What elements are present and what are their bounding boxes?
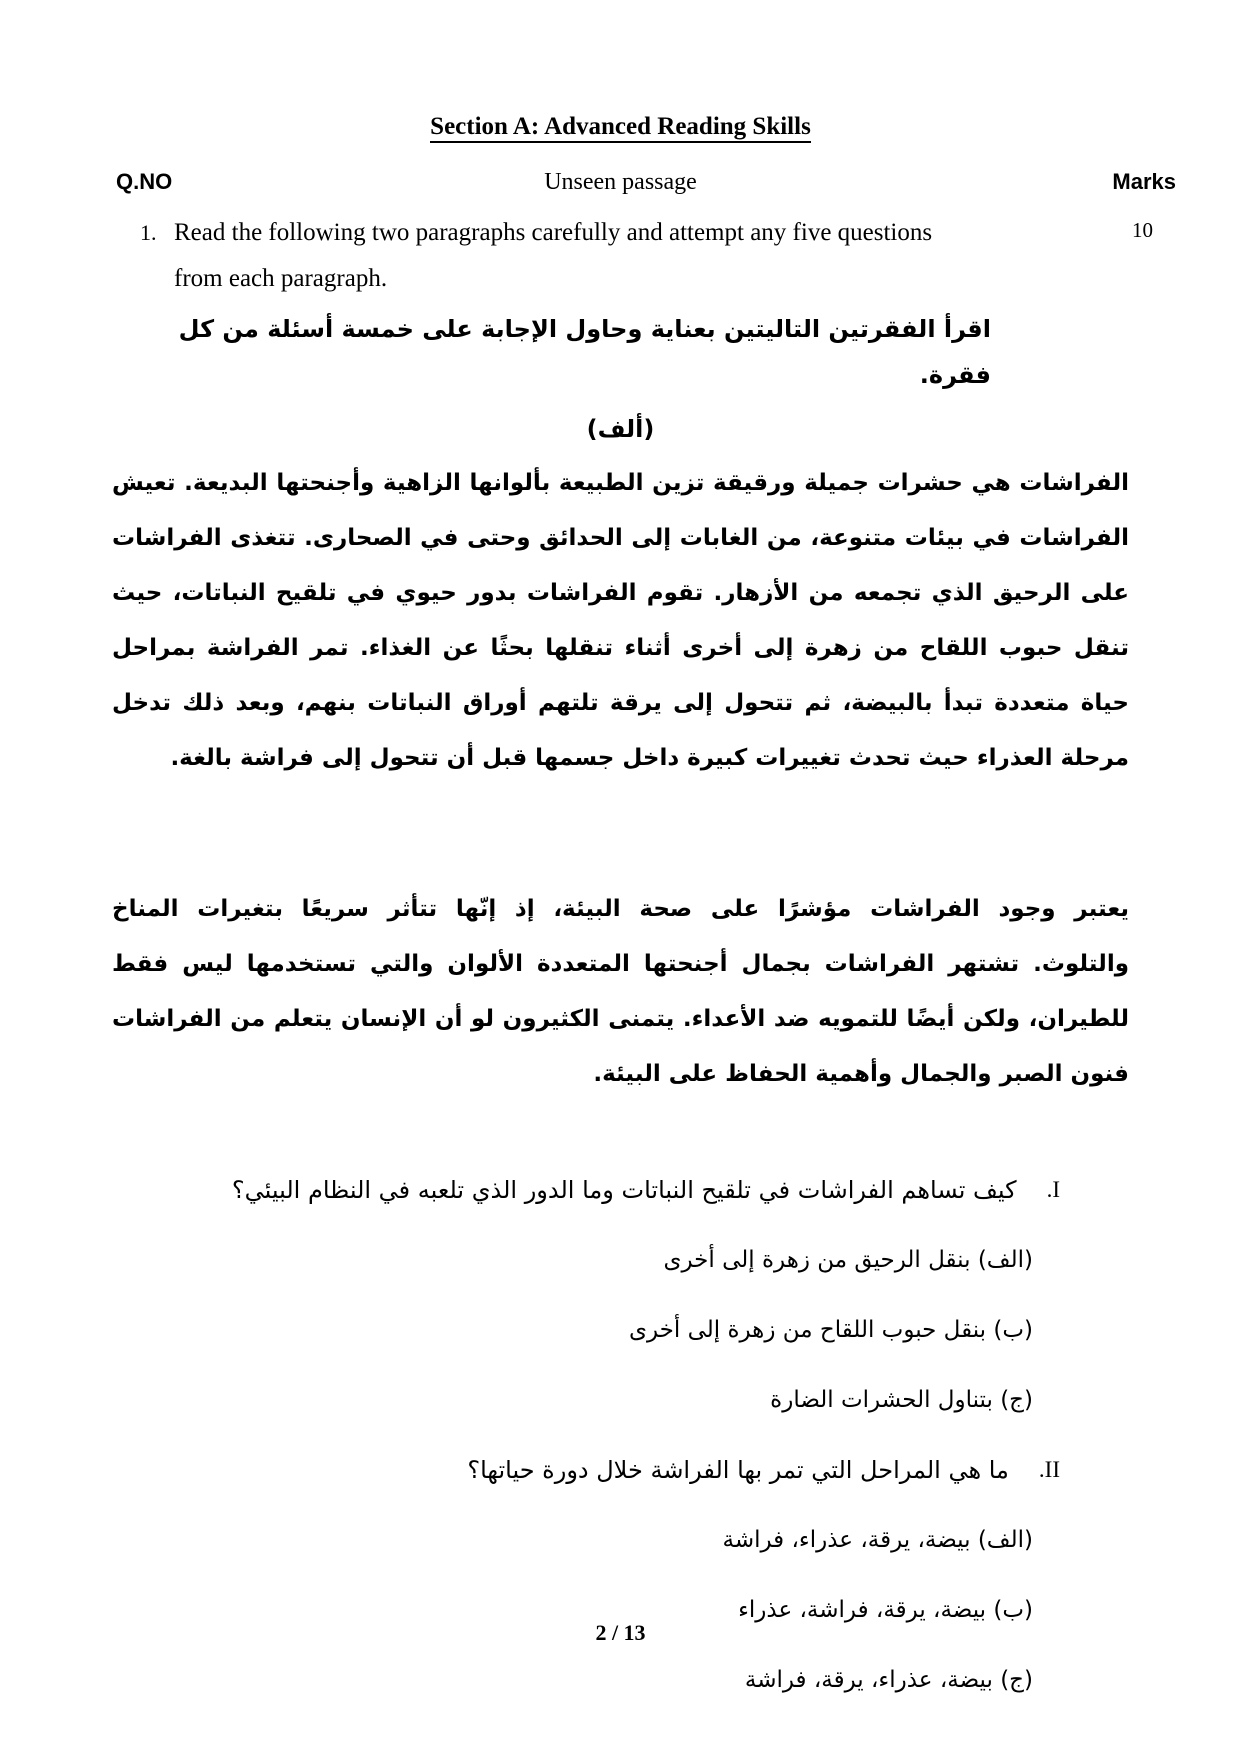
paragraph-2-line: للطيران، ولكن أيضًا للتمويه ضد الأعداء. يتمنى الكثيرون لو أن الإنسان يتعلم من الفراشات	[112, 1006, 1129, 1032]
section-title: Section A: Advanced Reading Skills	[430, 113, 811, 143]
passage-heading: Unseen passage	[544, 169, 697, 195]
question-1-instruction-text	[174, 210, 932, 302]
instruction-line-2: from each paragraph.	[174, 265, 388, 292]
passage-paragraph-2	[112, 882, 1129, 1102]
sub-question-1-option-b: (ب) بنقل حبوب اللقاح من زهرة إلى أخرى	[628, 1317, 1033, 1343]
sub-question-2-option-a: (الف) بيضة، يرقة، عذراء، فراشة	[722, 1527, 1033, 1553]
sub-question-1-text: كيف تساهم الفراشات في تلقيح النباتات وما الدور الذي تلعبه في النظام البيئي؟	[231, 1176, 1017, 1204]
question-1-instruction	[0, 210, 1241, 302]
sub-question-1	[115, 1168, 1060, 1212]
paragraph-1-line: الفراشات هي حشرات جميلة ورقيقة تزين الطبيعة بألوانها الزاهية وأجنحتها البديعة. تعيش	[112, 470, 1129, 496]
sub-question-1-number: I.	[1046, 1177, 1060, 1202]
question-1-number: 1.	[140, 220, 157, 245]
passage-part-label: (ألف)	[586, 415, 655, 443]
arabic-instruction: اقرأ الفقرتين التاليتين بعناية وحاول الإجابة على خمسة أسئلة من كل فقرة.	[178, 315, 991, 389]
paragraph-2-line: والتلوث. تشتهر الفراشات بجمال أجنحتها المتعددة الألوان والتي تستخدمها ليس فقط	[112, 951, 1129, 977]
marks-column-label: Marks	[1112, 169, 1176, 194]
paragraph-1-line: الفراشات في بيئات متنوعة، من الغابات إلى الحدائق وحتى في الصحارى. تتغذى الفراشات	[112, 525, 1129, 551]
paragraph-2-line: يعتبر وجود الفراشات مؤشرًا على صحة البيئة، إذ إنّها تتأثر سريعًا بتغيرات المناخ	[112, 896, 1129, 922]
sub-question-2-text: ما هي المراحل التي تمر بها الفراشة خلال دورة حياتها؟	[467, 1456, 1009, 1484]
sub-question-2-option-c: (ج) بيضة، عذراء، يرقة، فراشة	[744, 1667, 1033, 1693]
question-1-marks-value: 10	[1132, 218, 1153, 242]
paragraph-1-line: مرحلة العذراء حيث تحدث تغييرات كبيرة داخل جسمها قبل أن تتحول إلى فراشة بالغة.	[170, 745, 1129, 771]
title-row	[0, 0, 1241, 142]
passage-paragraph-1	[112, 456, 1129, 786]
instruction-line-1: Read the following two paragraphs carefully and attempt any five questions	[174, 219, 933, 246]
question-table-header	[0, 166, 1241, 198]
sub-question-1-option-c: (ج) بتناول الحشرات الضارة	[770, 1387, 1033, 1413]
qno-column-label: Q.NO	[116, 169, 173, 194]
sub-question-2	[115, 1448, 1060, 1492]
paragraph-1-line: حياة متعددة تبدأ بالبيضة، ثم تتحول إلى يرقة تلتهم أوراق النباتات بنهم، وبعد ذلك تدخل	[112, 690, 1129, 716]
sub-question-2-option-b: (ب) بيضة، يرقة، فراشة، عذراء	[738, 1597, 1033, 1623]
sub-question-2-number: II.	[1038, 1457, 1060, 1482]
paragraph-1-line: على الرحيق الذي تجمعه من الأزهار. تقوم الفراشات بدور حيوي في تلقيح النباتات، حيث	[112, 580, 1129, 606]
page-number: 2 / 13	[595, 1620, 646, 1645]
sub-question-1-option-a: (الف) بنقل الرحيق من زهرة إلى أخرى	[663, 1247, 1033, 1273]
paragraph-1-line: تنقل حبوب اللقاح من زهرة إلى أخرى أثناء تنقلها بحثًا عن الغذاء. تمر الفراشة بمراحل	[112, 635, 1129, 661]
paragraph-2-line: فنون الصبر والجمال وأهمية الحفاظ على البيئة.	[593, 1061, 1129, 1087]
